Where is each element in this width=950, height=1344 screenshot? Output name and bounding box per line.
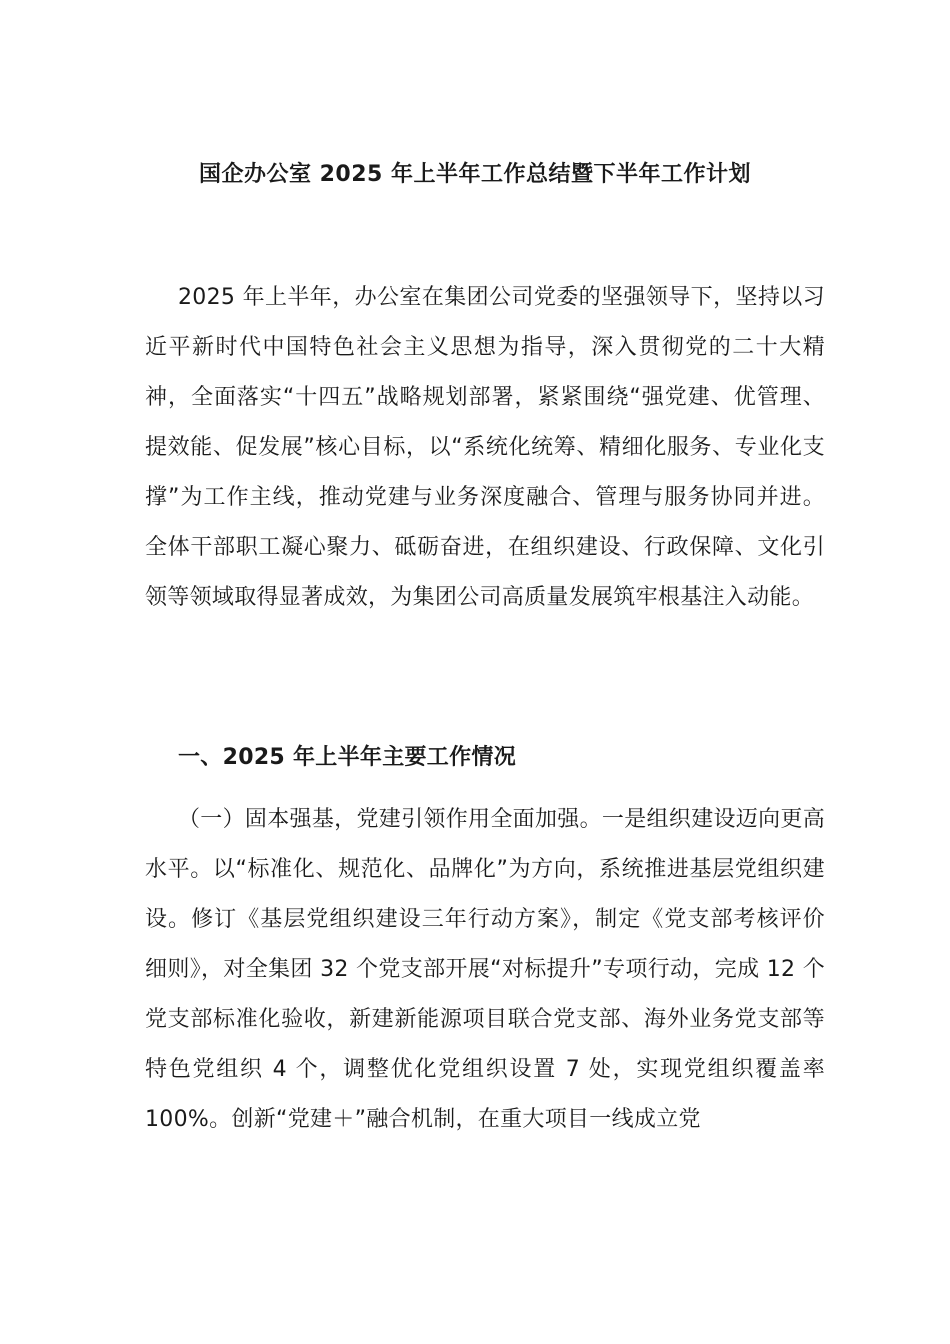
document-title: 国企办公室 2025 年上半年工作总结暨下半年工作计划	[198, 162, 752, 187]
section-heading: 一、2025 年上半年主要工作情况	[178, 745, 516, 770]
intro-paragraph: 2025 年上半年，办公室在集团公司党委的坚强领导下，坚持以习近平新时代中国特色社会主义思想为指导，深入贯彻党的二十大精神，全面落实“十四五”战略规划部署，紧紧围绕“强党建、优管理、提效能、促发展”核心目标，以“系统化统筹、精细化服务、专业化支撑”为工作主线，推动党建与业务深度融合、管理与服务协同并进。全体干部职工凝心聚力、砥砺奋进，在组织建设、行政保障、文化引领等领域取得显著成效，为集团公司高质量发展筑牢根基注入动能。	[145, 285, 825, 610]
section-paragraph: （一）固本强基，党建引领作用全面加强。一是组织建设迈向更高水平。以“标准化、规范化、品牌化”为方向，系统推进基层党组织建设。修订《基层党组织建设三年行动方案》，制定《党支部考核评价细则》，对全集团 32 个党支部开展“对标提升”专项行动，完成 12 个党支部标准化验收，新建新能源项目联合党支部、海外业务党支部等特色党组织 4 个，调整优化党组织设置 7 处，实现党组织覆盖率 100%。创新“党建＋”融合机制，在重大项目一线成立党	[145, 807, 825, 1132]
